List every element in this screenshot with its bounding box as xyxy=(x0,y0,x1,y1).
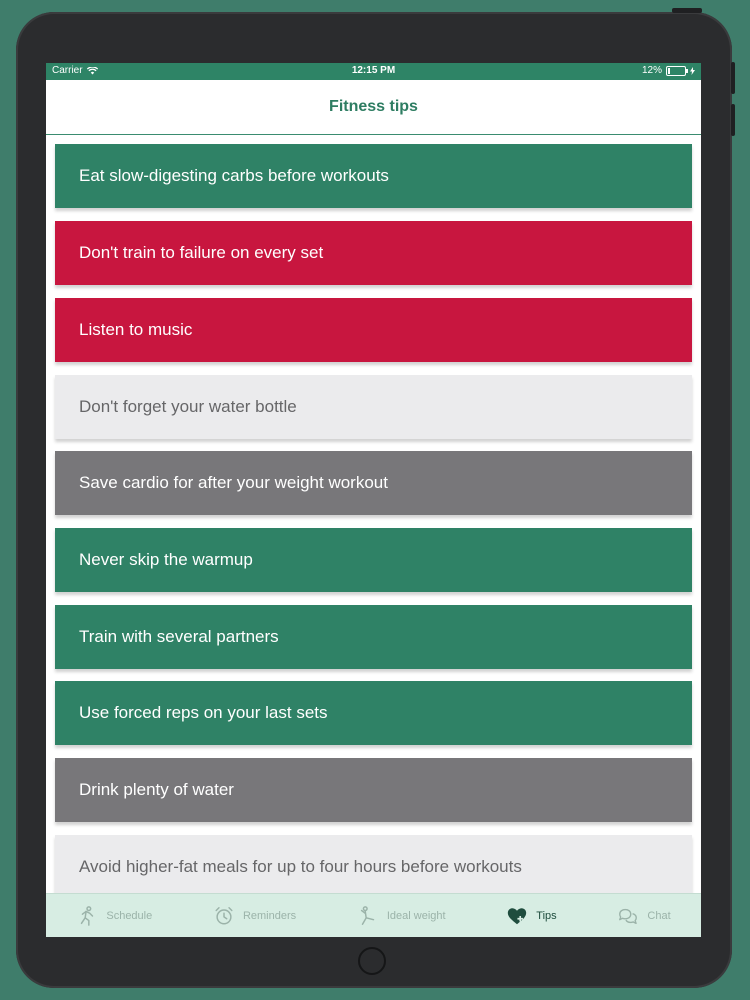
tip-row[interactable] xyxy=(55,221,692,285)
charging-bolt-icon xyxy=(690,67,695,75)
power-button xyxy=(672,8,702,13)
tip-text: Eat slow-digesting carbs before workouts xyxy=(79,166,389,185)
stretch-icon xyxy=(357,905,379,927)
navigation-bar xyxy=(46,80,701,135)
tip-text: Drink plenty of water xyxy=(79,780,234,799)
battery-level-fill xyxy=(668,68,670,74)
tip-text: Don't forget your water bottle xyxy=(79,397,297,416)
tab-chat[interactable] xyxy=(617,905,670,927)
tip-text: Train with several partners xyxy=(79,627,279,646)
carrier-label: Carrier xyxy=(52,65,83,76)
tip-row[interactable] xyxy=(55,758,692,822)
volume-up-button xyxy=(731,62,735,94)
tip-row[interactable] xyxy=(55,144,692,208)
status-bar xyxy=(46,63,701,80)
home-button[interactable] xyxy=(358,947,386,975)
tab-label: Schedule xyxy=(106,909,153,922)
tab-label: Reminders xyxy=(242,909,297,922)
battery-percent: 12% xyxy=(641,65,662,76)
tips-list[interactable] xyxy=(46,135,701,894)
tab-reminders[interactable] xyxy=(213,905,296,927)
tab-label: Chat xyxy=(647,909,671,922)
volume-down-button xyxy=(731,104,735,136)
tip-text: Avoid higher-fat meals for up to four hours before workouts xyxy=(79,857,522,876)
tab-bar xyxy=(46,893,701,937)
runner-icon xyxy=(76,905,98,927)
alarm-clock-icon xyxy=(213,905,235,927)
tip-row[interactable] xyxy=(55,298,692,362)
tab-tips[interactable] xyxy=(506,905,556,927)
battery-group xyxy=(642,65,695,76)
tab-schedule[interactable] xyxy=(76,905,152,927)
tab-ideal-weight[interactable] xyxy=(357,905,446,927)
tip-row[interactable] xyxy=(55,681,692,745)
tip-row[interactable] xyxy=(55,605,692,669)
tip-row[interactable] xyxy=(55,375,692,439)
tip-text: Save cardio for after your weight workout xyxy=(79,473,388,492)
tip-row[interactable] xyxy=(55,451,692,515)
tab-label: Tips xyxy=(536,909,557,922)
battery-icon xyxy=(666,66,686,76)
clock: 12:15 PM xyxy=(351,65,396,76)
tip-text: Use forced reps on your last sets xyxy=(79,703,328,722)
tip-text: Never skip the warmup xyxy=(79,550,253,569)
chat-bubbles-icon xyxy=(617,905,639,927)
tip-row[interactable] xyxy=(55,528,692,592)
tab-label: Ideal weight xyxy=(386,909,446,922)
heart-plus-icon xyxy=(506,905,528,927)
tip-row[interactable] xyxy=(55,835,692,894)
app-screen xyxy=(46,63,701,937)
page-title: Fitness tips xyxy=(329,98,418,115)
tip-text: Listen to music xyxy=(79,320,193,339)
tip-text: Don't train to failure on every set xyxy=(79,243,324,262)
